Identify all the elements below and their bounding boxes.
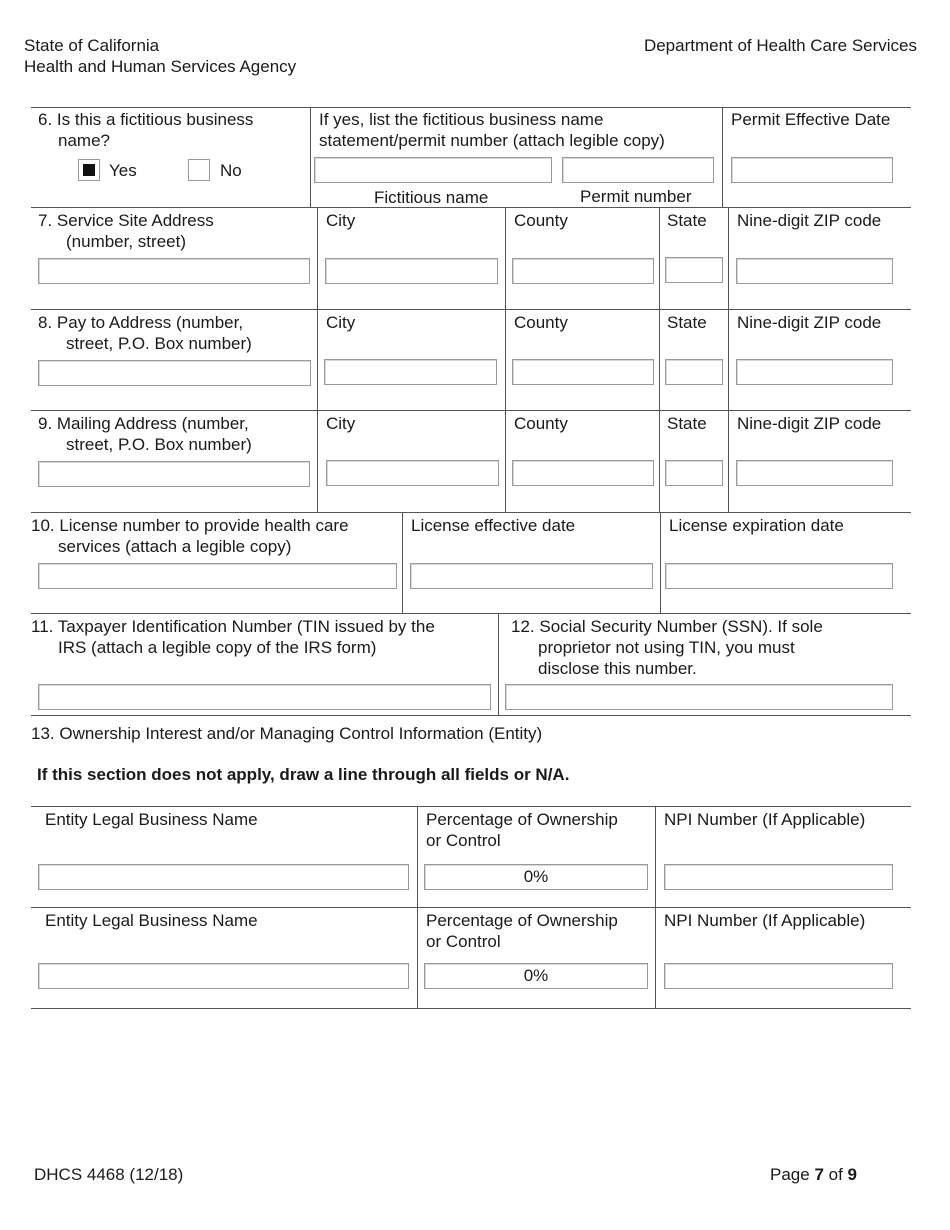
npi-input[interactable]	[664, 963, 893, 989]
q9-label: 9. Mailing Address (number,	[38, 414, 249, 433]
entity-name-label: Entity Legal Business Name	[45, 911, 258, 930]
npi-label: NPI Number (If Applicable)	[664, 911, 866, 930]
q8-label: 8. Pay to Address (number,	[38, 313, 244, 332]
q9-state-input[interactable]	[665, 460, 723, 486]
fictitious-name-caption: Fictitious name	[374, 188, 489, 207]
q7-county-label: County	[514, 211, 568, 230]
q7-label-cont: (number, street)	[66, 232, 186, 251]
q7-county-input[interactable]	[512, 258, 654, 284]
q8-state-input[interactable]	[665, 359, 723, 385]
form-id: DHCS 4468 (12/18)	[34, 1165, 184, 1184]
permit-date-input[interactable]	[731, 157, 893, 183]
page-number: Page 7 of 9	[770, 1165, 857, 1184]
header-department: Department of Health Care Services	[643, 36, 917, 55]
entity-name-label: Entity Legal Business Name	[45, 810, 258, 829]
q13-instruction: If this section does not apply, draw a line through all fields or N/A.	[37, 765, 570, 784]
entity-name-input[interactable]	[38, 864, 409, 890]
q11-label: 11. Taxpayer Identification Number (TIN issued by the	[31, 617, 435, 636]
q13-title: 13. Ownership Interest and/or Managing Control Information (Entity)	[31, 724, 543, 743]
q8-label-cont: street, P.O. Box number)	[66, 334, 252, 353]
q10-expiration-label: License expiration date	[669, 516, 844, 535]
ownership-pct-label-cont: or Control	[426, 831, 501, 850]
q8-county-label: County	[514, 313, 568, 332]
ownership-pct-input[interactable]: 0%	[424, 864, 648, 890]
q12-label-cont2: disclose this number.	[538, 659, 697, 678]
q7-zip-input[interactable]	[736, 258, 893, 284]
q8-zip-label: Nine-digit ZIP code	[737, 313, 882, 332]
q7-state-input[interactable]	[665, 257, 723, 283]
license-number-input[interactable]	[38, 563, 397, 589]
q9-city-label: City	[326, 414, 356, 433]
q9-county-input[interactable]	[512, 460, 654, 486]
q10-effective-label: License effective date	[411, 516, 576, 535]
permit-number-input[interactable]	[562, 157, 714, 183]
ownership-pct-label: Percentage of Ownership	[426, 810, 618, 829]
q10-label: 10. License number to provide health care	[31, 516, 349, 535]
q6-list-label-cont: statement/permit number (attach legible copy)	[319, 131, 665, 150]
permit-date-label: Permit Effective Date	[731, 110, 891, 129]
q8-city-input[interactable]	[324, 359, 497, 385]
q9-label-cont: street, P.O. Box number)	[66, 435, 252, 454]
tin-input[interactable]	[38, 684, 491, 710]
license-effective-date-input[interactable]	[410, 563, 653, 589]
q9-zip-input[interactable]	[736, 460, 893, 486]
npi-input[interactable]	[664, 864, 893, 890]
header-state: State of California	[24, 36, 160, 55]
q9-city-input[interactable]	[326, 460, 499, 486]
q9-street-input[interactable]	[38, 461, 310, 487]
q6-yes-checkbox[interactable]	[78, 159, 100, 181]
ssn-input[interactable]	[505, 684, 893, 710]
q10-label-cont: services (attach a legible copy)	[58, 537, 292, 556]
ownership-pct-input[interactable]: 0%	[424, 963, 648, 989]
q6-list-label: If yes, list the fictitious business name	[319, 110, 604, 129]
ownership-pct-label: Percentage of Ownership	[426, 911, 618, 930]
q6-no-label: No	[220, 161, 242, 180]
npi-label: NPI Number (If Applicable)	[664, 810, 866, 829]
q8-street-input[interactable]	[38, 360, 311, 386]
q9-zip-label: Nine-digit ZIP code	[737, 414, 882, 433]
ownership-pct-label-cont: or Control	[426, 932, 501, 951]
q6-no-checkbox[interactable]	[188, 159, 210, 181]
q6-label-cont: name?	[58, 131, 110, 150]
q8-zip-input[interactable]	[736, 359, 893, 385]
entity-name-input[interactable]	[38, 963, 409, 989]
fictitious-name-input[interactable]	[314, 157, 552, 183]
q9-state-label: State	[667, 414, 707, 433]
permit-number-caption: Permit number	[580, 187, 692, 206]
q8-city-label: City	[326, 313, 356, 332]
q6-yes-label: Yes	[109, 161, 137, 180]
q7-state-label: State	[667, 211, 707, 230]
q7-city-input[interactable]	[325, 258, 498, 284]
q7-zip-label: Nine-digit ZIP code	[737, 211, 882, 230]
q9-county-label: County	[514, 414, 568, 433]
q8-county-input[interactable]	[512, 359, 654, 385]
q12-label-cont: proprietor not using TIN, you must	[538, 638, 795, 657]
q11-label-cont: IRS (attach a legible copy of the IRS form)	[58, 638, 377, 657]
q8-state-label: State	[667, 313, 707, 332]
header-agency: Health and Human Services Agency	[24, 57, 297, 76]
license-expiration-date-input[interactable]	[665, 563, 893, 589]
q12-label: 12. Social Security Number (SSN). If sole	[511, 617, 823, 636]
q7-label: 7. Service Site Address	[38, 211, 214, 230]
q7-street-input[interactable]	[38, 258, 310, 284]
q7-city-label: City	[326, 211, 356, 230]
q6-label: 6. Is this a fictitious business	[38, 110, 254, 129]
